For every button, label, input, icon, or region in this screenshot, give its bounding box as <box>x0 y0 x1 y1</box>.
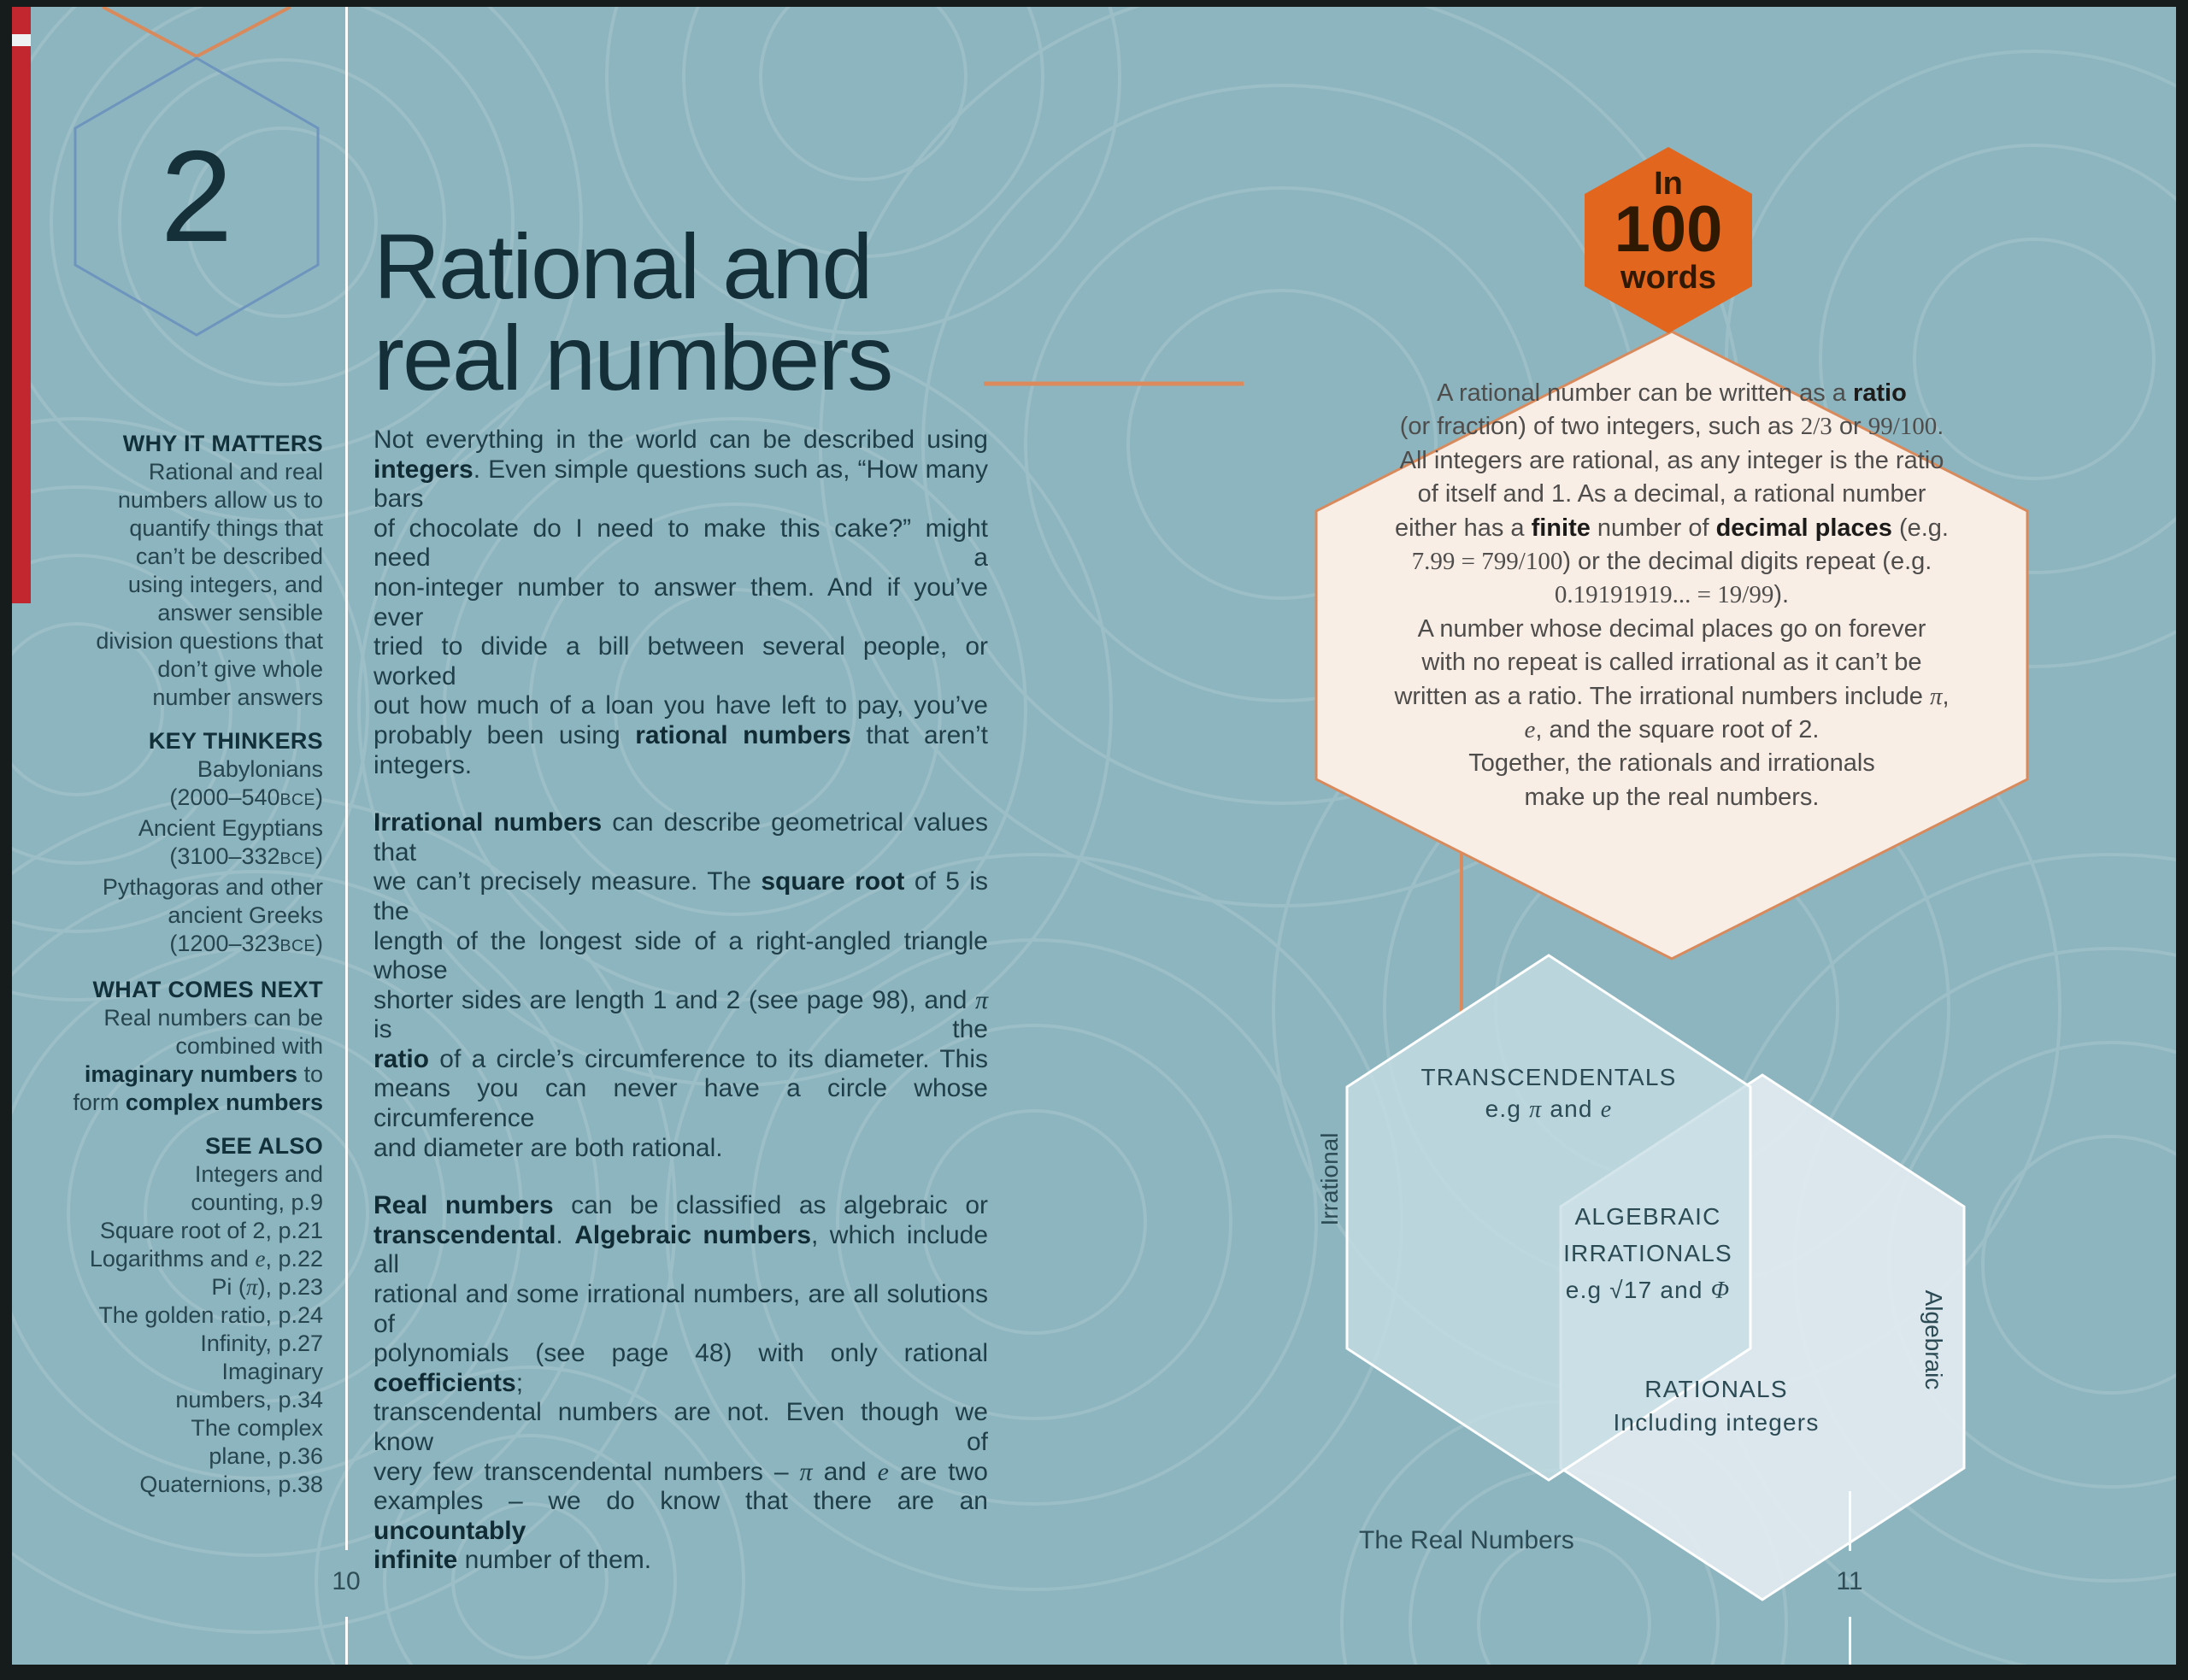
text-line: make up the real numbers. <box>1524 783 1820 811</box>
sidebar-section-body <box>67 755 323 960</box>
sidebar-section-body <box>67 458 323 712</box>
text-line: quantify things that <box>129 515 323 541</box>
text-line: Together, the rationals and irrationals <box>1468 749 1875 778</box>
text-line: Real numbers can be classified as algebraic or <box>373 1191 988 1220</box>
text-line: don’t give whole <box>157 656 323 682</box>
body-text <box>373 426 988 1604</box>
text-line: using integers, and <box>127 572 323 597</box>
column-rule-right-bottom <box>1849 1617 1851 1665</box>
text-line: RATIONALS <box>1644 1376 1788 1402</box>
sidebar-heading: SEE ALSO <box>205 1133 323 1159</box>
sidebar-section-what-comes-next <box>67 976 323 1117</box>
text-line: with no repeat is called irrational as it can’t be <box>1421 649 1922 677</box>
text-line: rational and some irrational numbers, are all solutions of <box>373 1280 988 1338</box>
text-line: e, and the square root of 2. <box>1524 716 1820 744</box>
text-line: (2000–540BCE) <box>169 784 323 810</box>
text-line: either has a finite number of decimal places (e.g. <box>1394 514 1949 542</box>
sidebar-section-see-also <box>67 1132 323 1499</box>
text-line: we can’t precisely measure. The square root of 5 is the <box>373 867 988 925</box>
text-line: of chocolate do I need to make this cake?” might need a <box>373 514 988 573</box>
body-paragraph <box>373 808 988 1163</box>
text-line: 0.19191919... = 19/99). <box>1554 581 1790 609</box>
text-line: Integers and <box>194 1161 323 1187</box>
page-title <box>373 214 1074 409</box>
text-line: integers. Even simple questions such as, “How many bars <box>373 455 988 514</box>
venn-axis-label-algebraic: Algebraic <box>1920 1289 1947 1390</box>
venn-axis-label-irrational: Irrational <box>1316 1132 1343 1226</box>
sidebar-section-key-thinkers <box>67 727 323 960</box>
text-line: written as a ratio. The irrational numbers include π, <box>1394 682 1950 710</box>
text-line: polynomials (see page 48) with only rational coefficients; <box>373 1339 988 1397</box>
text-line: (1200–323BCE) <box>169 931 323 956</box>
sidebar <box>67 430 323 1514</box>
text-line: length of the longest side of a right-angled triangle whose <box>373 926 988 985</box>
text-line: out how much of a loan you have left to pay, you’ve <box>373 691 988 720</box>
text-line: can’t be described <box>135 543 323 569</box>
text-line: transcendental numbers are not. Even though we know of <box>373 1398 988 1456</box>
text-line: numbers allow us to <box>117 487 323 513</box>
page-number-right: 11 <box>1836 1567 1863 1595</box>
text-line: e.g π and e <box>1485 1096 1613 1123</box>
text-line: Not everything in the world can be described using <box>373 426 988 454</box>
body-paragraph <box>373 426 988 780</box>
text-line: Square root of 2, p.21 <box>99 1218 323 1243</box>
text-line: Including integers <box>1613 1409 1820 1436</box>
text-line: Imaginary <box>221 1359 323 1384</box>
text-line: counting, p.9 <box>191 1190 323 1215</box>
text-line: combined with <box>175 1033 323 1059</box>
text-line: Infinity, p.27 <box>200 1330 323 1356</box>
text-line: Real numbers can be <box>103 1005 323 1031</box>
text-line: imaginary numbers to <box>84 1061 323 1087</box>
in-100-words-badge <box>1585 166 1752 297</box>
text-line: form complex numbers <box>73 1090 323 1115</box>
text-line: TRANSCENDENTALS <box>1420 1064 1677 1090</box>
text-line: Logarithms and e, p.22 <box>89 1246 323 1272</box>
text-line: ratio of a circle’s circumference to its diameter. This <box>373 1044 988 1073</box>
text-line: answer sensible <box>157 600 323 626</box>
text-line: ALGEBRAIC <box>1574 1203 1721 1230</box>
badge-line: words <box>1620 260 1716 296</box>
text-line: A rational number can be written as a ratio <box>1437 379 1907 407</box>
text-line: (3100–332BCE) <box>169 843 323 869</box>
text-line: e.g √17 and Φ <box>1565 1277 1731 1304</box>
text-line: Rational and <box>373 214 872 318</box>
column-rule-left-top <box>345 7 348 1550</box>
text-line: Ancient Egyptians <box>138 815 323 841</box>
photo-frame-right <box>2176 0 2188 1680</box>
sidebar-heading: KEY THINKERS <box>148 728 323 754</box>
text-line: The golden ratio, p.24 <box>98 1302 323 1328</box>
text-line: numbers, p.34 <box>175 1387 323 1413</box>
venn-region-rationals <box>1571 1372 1862 1439</box>
photo-frame-top <box>0 0 2188 7</box>
page-number-left: 10 <box>332 1567 361 1595</box>
venn-caption: The Real Numbers <box>1359 1526 1574 1554</box>
sidebar-heading: WHAT COMES NEXT <box>92 977 323 1002</box>
callout-text <box>1296 377 2048 814</box>
text-line: plane, p.36 <box>209 1443 323 1469</box>
text-line: examples – we do know that there are an uncountably <box>373 1487 988 1545</box>
text-line: shorter sides are length 1 and 2 (see page 98), and π is the <box>373 985 988 1044</box>
text-line: infinite number of them. <box>373 1546 652 1575</box>
red-page-tab <box>12 7 31 603</box>
red-page-tab-notch <box>12 34 31 46</box>
column-rule-right-top <box>1849 1491 1851 1551</box>
chapter-number: 2 <box>160 124 233 269</box>
text-line: of itself and 1. As a decimal, a rational number <box>1417 480 1926 508</box>
venn-region-transcendentals <box>1369 1061 1728 1125</box>
text-line: The complex <box>191 1415 323 1441</box>
text-line: (or fraction) of two integers, such as 2/3 or 99/100. <box>1399 413 1944 441</box>
badge-line: 100 <box>1614 193 1723 266</box>
text-line: division questions that <box>96 628 323 654</box>
text-line: Pi (π), p.23 <box>211 1274 323 1300</box>
venn-region-algebraic-irrationals <box>1503 1198 1793 1309</box>
text-line: A number whose decimal places go on forever <box>1417 614 1926 643</box>
text-line: very few transcendental numbers – π and e are two <box>373 1457 988 1486</box>
badge-line: In <box>1654 166 1683 202</box>
body-paragraph <box>373 1191 988 1576</box>
text-line: number answers <box>152 684 323 710</box>
text-line: tried to divide a bill between several people, or worked <box>373 632 988 690</box>
text-line: and diameter are both rational. <box>373 1133 723 1162</box>
text-line: Pythagoras and other <box>102 874 323 900</box>
sidebar-section-body <box>67 1160 323 1499</box>
text-line: transcendental. Algebraic numbers, which include all <box>373 1220 988 1279</box>
text-line: Babylonians <box>197 756 323 782</box>
sidebar-section-body <box>67 1004 323 1117</box>
text-line: real numbers <box>373 306 892 409</box>
text-line: All integers are rational, as any integer is the ratio <box>1399 446 1944 474</box>
sidebar-heading: WHY IT MATTERS <box>122 431 323 456</box>
photo-frame-left <box>0 0 12 1680</box>
text-line: Rational and real <box>148 459 323 485</box>
sidebar-section-why-it-matters <box>67 430 323 712</box>
text-line: non-integer number to answer them. And if you’ve ever <box>373 573 988 631</box>
photo-frame-bottom <box>0 1665 2188 1680</box>
text-line: means you can never have a circle whose circumference <box>373 1074 988 1133</box>
column-rule-left-bottom <box>345 1617 348 1665</box>
text-line: ancient Greeks <box>168 902 323 928</box>
text-line: 7.99 = 799/100) or the decimal digits repeat (e.g. <box>1411 548 1932 576</box>
text-line: probably been using rational numbers that aren’t integers. <box>373 720 988 779</box>
text-line: Quaternions, p.38 <box>139 1471 323 1497</box>
text-line: IRRATIONALS <box>1563 1240 1732 1266</box>
text-line: Irrational numbers can describe geometrical values that <box>373 808 988 866</box>
